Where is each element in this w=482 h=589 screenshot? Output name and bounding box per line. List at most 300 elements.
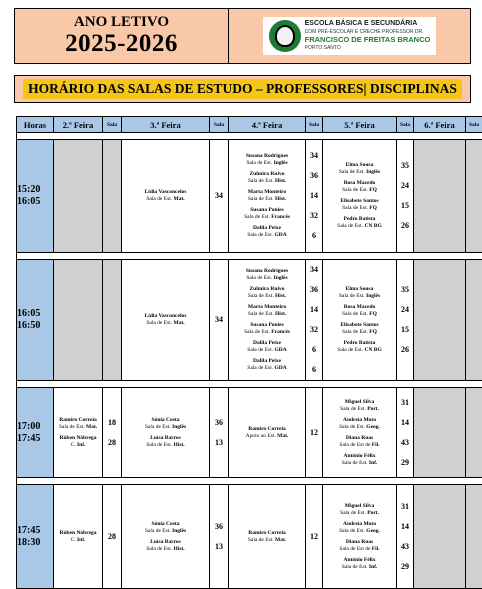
teacher-entry: [323, 286, 396, 300]
subject-name: Inglês: [274, 160, 288, 166]
room-type-prefix: Apoio ao Est.: [246, 433, 276, 439]
room-number: 34: [306, 146, 322, 166]
study-room-line: [323, 406, 396, 413]
subject-name: Inglês: [172, 528, 186, 534]
study-room-line: [323, 510, 396, 517]
room-type-prefix: Sala de Est.: [339, 169, 365, 175]
room-type-prefix: Sala de Est.: [145, 528, 171, 534]
subject-name: GDA: [274, 347, 286, 353]
room-cell-sex: [466, 485, 482, 589]
school-logo: [263, 17, 437, 55]
room-number: 12: [306, 423, 322, 443]
subject-name: Mat.: [86, 424, 97, 430]
subject-name: CN BG: [364, 347, 381, 353]
teacher-entry: [323, 340, 396, 354]
room-type-prefix: C.: [71, 442, 76, 448]
teacher-name: Ramiro Correia: [229, 530, 305, 537]
teacher-name: Luísa Barros: [122, 539, 209, 546]
room-cell-sex: [466, 140, 482, 253]
day-cell-sex: [414, 260, 466, 381]
day-cell-sex: [414, 388, 466, 478]
slot-end-time: 18:30: [17, 537, 53, 549]
study-room-line: [323, 311, 396, 318]
study-room-line: [54, 424, 102, 431]
study-room-line: [122, 546, 209, 553]
school-name-line1: ESCOLA BÁSICA E SECUNDÁRIA: [305, 20, 431, 28]
teacher-entry: [229, 268, 305, 282]
col-sala: Sala: [103, 117, 122, 133]
slot-start-time: 16:05: [17, 308, 53, 320]
room-number: 26: [397, 216, 413, 236]
room-number: 24: [397, 176, 413, 196]
day-cell-qua: [229, 260, 306, 381]
room-type-prefix: Sala de Est.: [342, 329, 368, 335]
room-number: 34: [210, 186, 228, 206]
teacher-entry: [323, 180, 396, 194]
subject-name: GDA: [274, 365, 286, 371]
room-type-prefix: Sala de Est.: [145, 424, 171, 430]
col-horas: Horas: [17, 117, 54, 133]
room-type-prefix: Sala de Est.: [339, 424, 365, 430]
time-slot-cell: [17, 485, 54, 589]
study-room-line: [54, 537, 102, 544]
col-day-thursday: 5.ª Feira: [323, 117, 397, 133]
room-cell-qua: [306, 485, 323, 589]
teacher-entry: [122, 417, 209, 431]
time-slot-row: [17, 140, 482, 253]
study-room-line: [229, 365, 305, 372]
school-year-label: ANO LETIVO: [74, 14, 169, 30]
study-room-line: [323, 293, 396, 300]
teacher-name: Sónia Costa: [122, 417, 209, 424]
room-type-prefix: Sala de Est.: [342, 205, 368, 211]
room-type-prefix: Sala de Est.: [247, 365, 273, 371]
day-cell-qui: [323, 140, 397, 253]
study-room-line: [229, 196, 305, 203]
teacher-entry: [122, 435, 209, 449]
subject-name: Fil.: [372, 442, 380, 448]
day-cell-ter: [122, 485, 210, 589]
room-number: 6: [306, 226, 322, 246]
room-number: 14: [397, 517, 413, 537]
teacher-entry: [229, 225, 305, 239]
teacher-entry: [229, 426, 305, 440]
room-type-prefix: Sala de Est.: [340, 510, 366, 516]
room-type-prefix: Sala de Est.: [248, 311, 274, 317]
time-slot-cell: [17, 388, 54, 478]
day-cell-qui: [323, 485, 397, 589]
teacher-name: Sónia Costa: [122, 521, 209, 528]
subject-name: Francês: [271, 329, 290, 335]
room-number: 15: [397, 320, 413, 340]
teacher-name: António Félix: [323, 453, 396, 460]
school-location: PORTO SANTO: [305, 44, 431, 52]
subject-name: Inglês: [274, 275, 288, 281]
room-type-prefix: Sala de Est.: [146, 442, 172, 448]
teacher-name: Lídia Vasconcelos: [122, 189, 209, 196]
col-day-wednesday: 4.ª Feira: [229, 117, 306, 133]
school-name-line2: COM PRÉ-ESCOLAR E CRECHE PROFESSOR DR.: [305, 28, 431, 36]
room-type-prefix: Sala de Est.: [337, 223, 363, 229]
day-cell-sex: [414, 485, 466, 589]
teacher-name: Andreia Mota: [323, 521, 396, 528]
teacher-name: Susana Ponies: [229, 322, 305, 329]
room-type-prefix: Sala de Est.: [244, 214, 270, 220]
room-type-prefix: C.: [71, 537, 76, 543]
day-cell-ter: [122, 260, 210, 381]
teacher-name: Pedro Batista: [323, 340, 396, 347]
subject-name: Inf.: [369, 460, 377, 466]
subject-name: FQ: [369, 205, 377, 211]
study-room-line: [122, 196, 209, 203]
subject-name: Mat.: [275, 537, 286, 543]
study-room-line: [122, 424, 209, 431]
study-room-line: [229, 178, 305, 185]
school-year: 2025-2026: [65, 30, 178, 58]
teacher-entry: [122, 539, 209, 553]
room-type-prefix: Sala de Est.: [247, 232, 273, 238]
room-type-prefix: Sala de Est.: [59, 424, 85, 430]
room-number: 31: [397, 393, 413, 413]
study-room-line: [323, 187, 396, 194]
room-type-prefix: Sala de Est.: [342, 460, 368, 466]
room-cell-seg: [103, 140, 122, 253]
teacher-entry: [229, 189, 305, 203]
teacher-name: Ramiro Correia: [54, 417, 102, 424]
room-type-prefix: Sala de Est.: [248, 537, 274, 543]
room-number: 15: [397, 196, 413, 216]
subject-name: FQ: [369, 311, 377, 317]
study-room-line: [54, 442, 102, 449]
teacher-name: Dalila Peixe: [229, 358, 305, 365]
room-cell-qui: [397, 260, 414, 381]
col-sala: Sala: [210, 117, 229, 133]
teacher-name: Rosa Macedo: [323, 180, 396, 187]
teacher-entry: [229, 304, 305, 318]
teacher-name: Elma Sousa: [323, 162, 396, 169]
room-cell-qui: [397, 140, 414, 253]
room-number: 13: [210, 537, 228, 557]
subject-name: GDA: [274, 232, 286, 238]
study-room-line: [323, 442, 396, 449]
room-number: 28: [103, 527, 121, 547]
teacher-entry: [323, 304, 396, 318]
teacher-entry: [323, 399, 396, 413]
day-cell-seg: [54, 485, 103, 589]
room-type-prefix: Sala de Est.: [340, 406, 366, 412]
room-type-prefix: Sala de Est.: [146, 320, 172, 326]
room-type-prefix: Sala de Est de: [339, 546, 370, 552]
teacher-name: Rúben Nóbrega: [54, 530, 102, 537]
room-number: 35: [397, 280, 413, 300]
room-number: 34: [306, 260, 322, 280]
subject-name: Mat.: [277, 433, 288, 439]
teacher-name: Dalila Peixe: [229, 225, 305, 232]
room-number: 14: [306, 186, 322, 206]
room-number: 14: [306, 300, 322, 320]
room-cell-qua: [306, 388, 323, 478]
teacher-name: Luísa Barros: [122, 435, 209, 442]
study-room-line: [323, 546, 396, 553]
room-number: 6: [306, 360, 322, 380]
time-slot-cell: [17, 140, 54, 253]
col-sala: Sala: [397, 117, 414, 133]
room-cell-ter: [210, 140, 229, 253]
teacher-entry: [323, 417, 396, 431]
room-number: 32: [306, 206, 322, 226]
teacher-entry: [229, 153, 305, 167]
day-cell-qui: [323, 260, 397, 381]
room-cell-sex: [466, 260, 482, 381]
study-room-line: [122, 320, 209, 327]
room-type-prefix: Sala de Est de: [339, 442, 370, 448]
teacher-name: Elisabete Santos: [323, 322, 396, 329]
study-room-line: [229, 433, 305, 440]
room-cell-ter: [210, 260, 229, 381]
teacher-entry: [229, 530, 305, 544]
room-type-prefix: Sala de Est.: [342, 187, 368, 193]
schedule-table: [16, 116, 482, 589]
room-number: 6: [306, 340, 322, 360]
room-cell-seg: [103, 260, 122, 381]
teacher-name: Miguel Silva: [323, 503, 396, 510]
room-number: 34: [210, 310, 228, 330]
room-number: 31: [397, 497, 413, 517]
room-number: 36: [306, 166, 322, 186]
room-number: 43: [397, 537, 413, 557]
room-type-prefix: Sala de Est.: [246, 275, 272, 281]
teacher-entry: [323, 521, 396, 535]
day-cell-ter: [122, 388, 210, 478]
col-sala: Sala: [466, 117, 482, 133]
teacher-name: Susana Rodrigues: [229, 153, 305, 160]
study-room-line: [122, 528, 209, 535]
teacher-entry: [229, 286, 305, 300]
teacher-name: Dalila Peixe: [229, 340, 305, 347]
study-room-line: [229, 160, 305, 167]
teacher-entry: [54, 435, 102, 449]
day-cell-ter: [122, 140, 210, 253]
room-type-prefix: Sala de Est.: [339, 528, 365, 534]
school-logo-box: [229, 9, 470, 63]
room-type-prefix: Sala de Est.: [146, 196, 172, 202]
room-number: 18: [103, 413, 121, 433]
page-title: HORÁRIO DAS SALAS DE ESTUDO – PROFESSORES| DISCIPLINAS: [23, 79, 462, 99]
slot-end-time: 17:45: [17, 433, 53, 445]
teacher-name: Elma Sousa: [323, 286, 396, 293]
teacher-entry: [323, 503, 396, 517]
day-cell-qua: [229, 140, 306, 253]
subject-name: Port.: [367, 406, 379, 412]
room-cell-ter: [210, 485, 229, 589]
row-spacer: [17, 381, 482, 388]
room-type-prefix: Sala de Est.: [247, 347, 273, 353]
time-slot-row: [17, 485, 482, 589]
col-day-monday: 2.ª Feira: [54, 117, 103, 133]
room-number: 29: [397, 557, 413, 577]
teacher-name: Lídia Vasconcelos: [122, 313, 209, 320]
slot-start-time: 17:00: [17, 421, 53, 433]
col-day-tuesday: 3.ª Feira: [122, 117, 210, 133]
room-type-prefix: Sala de Est.: [342, 564, 368, 570]
teacher-name: Marta Monteiro: [229, 304, 305, 311]
teacher-name: Pedro Batista: [323, 216, 396, 223]
study-room-line: [323, 169, 396, 176]
teacher-name: Diana Ruas: [323, 435, 396, 442]
study-room-line: [323, 205, 396, 212]
teacher-name: Miguel Silva: [323, 399, 396, 406]
room-number: 43: [397, 433, 413, 453]
subject-name: Mat.: [174, 320, 185, 326]
subject-name: Hist.: [275, 196, 286, 202]
subject-name: FQ: [369, 329, 377, 335]
teacher-name: Elisabete Santos: [323, 198, 396, 205]
teacher-entry: [323, 557, 396, 571]
study-room-line: [229, 311, 305, 318]
study-room-line: [122, 442, 209, 449]
study-room-line: [229, 347, 305, 354]
study-room-line: [229, 537, 305, 544]
subject-name: Mat.: [174, 196, 185, 202]
subject-name: Geog.: [366, 424, 380, 430]
slot-start-time: 17:45: [17, 525, 53, 537]
subject-name: Francês: [271, 214, 290, 220]
day-cell-seg: [54, 388, 103, 478]
teacher-entry: [323, 322, 396, 336]
study-room-line: [229, 329, 305, 336]
teacher-name: Susana Rodrigues: [229, 268, 305, 275]
teacher-name: Zulmira Ruivo: [229, 171, 305, 178]
subject-name: Inglês: [366, 169, 380, 175]
room-number: 35: [397, 156, 413, 176]
room-cell-qua: [306, 260, 323, 381]
room-type-prefix: Sala de Est.: [337, 347, 363, 353]
teacher-entry: [323, 216, 396, 230]
study-room-line: [323, 223, 396, 230]
study-room-line: [229, 275, 305, 282]
room-number: 24: [397, 300, 413, 320]
school-emblem-icon: [269, 20, 301, 52]
subject-name: Geog.: [366, 528, 380, 534]
teacher-entry: [229, 322, 305, 336]
col-sala: Sala: [306, 117, 323, 133]
teacher-entry: [323, 453, 396, 467]
subject-name: Inf.: [369, 564, 377, 570]
day-cell-qua: [229, 388, 306, 478]
room-number: 36: [210, 517, 228, 537]
study-room-line: [229, 232, 305, 239]
teacher-name: Marta Monteiro: [229, 189, 305, 196]
day-cell-sex: [414, 140, 466, 253]
row-spacer: [17, 133, 482, 140]
study-room-line: [229, 214, 305, 221]
teacher-entry: [122, 521, 209, 535]
room-type-prefix: Sala de Est.: [248, 293, 274, 299]
header-row: [17, 117, 482, 133]
room-number: 29: [397, 453, 413, 473]
slot-end-time: 16:50: [17, 320, 53, 332]
teacher-entry: [54, 417, 102, 431]
room-type-prefix: Sala de Est.: [146, 546, 172, 552]
teacher-entry: [122, 189, 209, 203]
teacher-entry: [323, 198, 396, 212]
subject-name: Port.: [367, 510, 379, 516]
room-number: 13: [210, 433, 228, 453]
teacher-entry: [229, 340, 305, 354]
room-type-prefix: Sala de Est.: [248, 178, 274, 184]
teacher-entry: [122, 313, 209, 327]
time-slot-row: [17, 260, 482, 381]
room-number: 36: [210, 413, 228, 433]
room-type-prefix: Sala de Est.: [342, 311, 368, 317]
room-number: 14: [397, 413, 413, 433]
time-slot-row: [17, 388, 482, 478]
room-cell-seg: [103, 485, 122, 589]
teacher-name: Rosa Macedo: [323, 304, 396, 311]
room-cell-qua: [306, 140, 323, 253]
room-number: 12: [306, 527, 322, 547]
subject-name: Hist.: [275, 293, 286, 299]
subject-name: Inf.: [77, 442, 85, 448]
teacher-entry: [323, 435, 396, 449]
slot-start-time: 15:20: [17, 184, 53, 196]
teacher-name: Diana Ruas: [323, 539, 396, 546]
school-year-box: [15, 9, 229, 63]
teacher-name: António Félix: [323, 557, 396, 564]
subject-name: Inf.: [77, 537, 85, 543]
day-cell-seg: [54, 260, 103, 381]
subject-name: CN BG: [364, 223, 381, 229]
room-cell-sex: [466, 388, 482, 478]
room-number: 36: [306, 280, 322, 300]
room-number: 28: [103, 433, 121, 453]
room-type-prefix: Sala de Est.: [339, 293, 365, 299]
subject-name: Hist.: [275, 311, 286, 317]
subject-name: FQ: [369, 187, 377, 193]
subject-name: Fil.: [372, 546, 380, 552]
teacher-name: Rúben Nóbrega: [54, 435, 102, 442]
study-room-line: [323, 347, 396, 354]
day-cell-qua: [229, 485, 306, 589]
room-type-prefix: Sala de Est.: [248, 196, 274, 202]
slot-end-time: 16:05: [17, 196, 53, 208]
teacher-name: Ramiro Correia: [229, 426, 305, 433]
room-cell-ter: [210, 388, 229, 478]
teacher-name: Zulmira Ruivo: [229, 286, 305, 293]
study-room-line: [323, 329, 396, 336]
teacher-entry: [323, 162, 396, 176]
school-name-line3: FRANCISCO DE FREITAS BRANCO: [305, 36, 431, 44]
study-room-line: [323, 424, 396, 431]
row-spacer: [17, 253, 482, 260]
study-room-line: [323, 460, 396, 467]
room-cell-seg: [103, 388, 122, 478]
room-cell-qui: [397, 388, 414, 478]
title-bar: [14, 75, 471, 103]
day-cell-qui: [323, 388, 397, 478]
study-room-line: [323, 564, 396, 571]
teacher-name: Andreia Mota: [323, 417, 396, 424]
room-number: 26: [397, 340, 413, 360]
subject-name: Inglês: [366, 293, 380, 299]
col-day-friday: 6.ª Feira: [414, 117, 466, 133]
teacher-entry: [323, 539, 396, 553]
study-room-line: [229, 293, 305, 300]
room-type-prefix: Sala de Est.: [244, 329, 270, 335]
subject-name: Hist.: [174, 546, 185, 552]
teacher-entry: [229, 207, 305, 221]
room-number: 32: [306, 320, 322, 340]
